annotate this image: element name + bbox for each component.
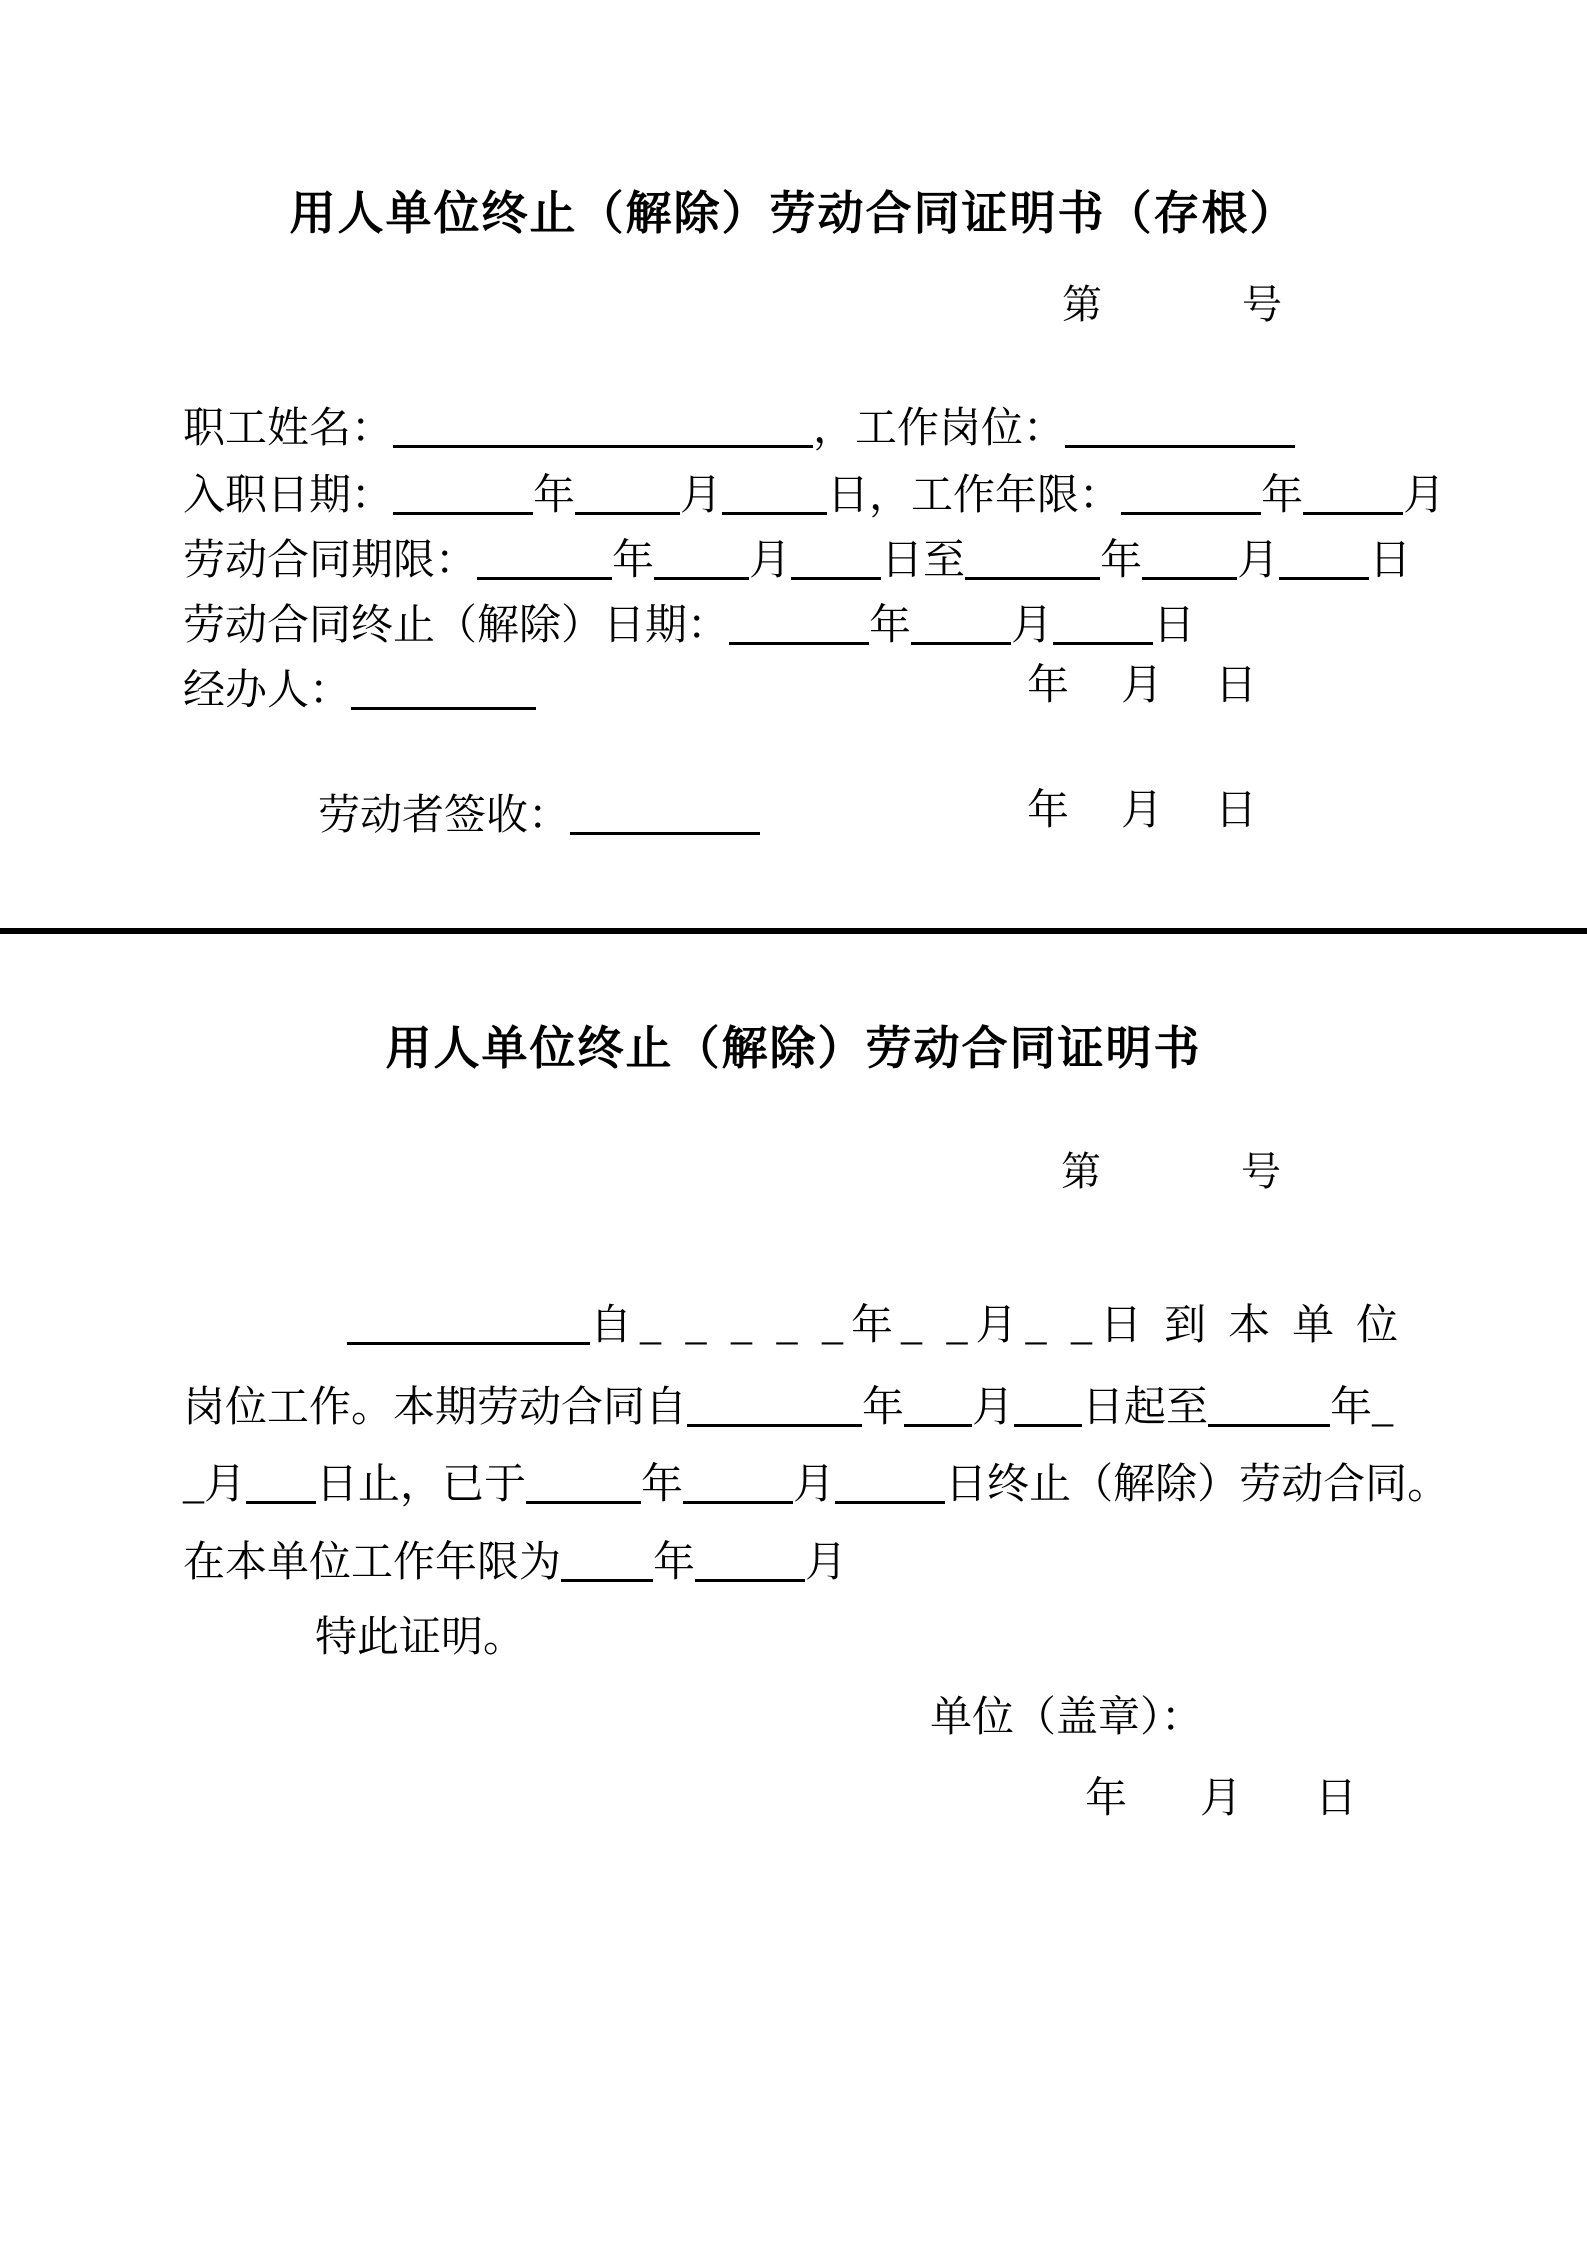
- label-month: 月: [749, 538, 792, 584]
- label-month: 月: [1200, 1776, 1243, 1822]
- cert-seal-line: [930, 1697, 1203, 1739]
- blank-month: [1142, 535, 1237, 580]
- blank-month: [654, 535, 749, 580]
- blank-month: [575, 470, 680, 515]
- blank-handler-signature: [351, 665, 536, 710]
- label-year: 年: [1027, 663, 1070, 709]
- label-day-to: 日至: [881, 538, 966, 584]
- blank-day: [1014, 1382, 1082, 1427]
- label-month: 月: [1121, 788, 1164, 834]
- text-day-end-on: 日止，已于: [316, 1462, 527, 1508]
- blank-day: [1053, 600, 1153, 645]
- text-service-years: 在本单位工作年限为: [183, 1540, 562, 1586]
- label-month: 月: [1121, 663, 1164, 709]
- blank-month: [904, 1382, 972, 1427]
- certificate-serial-line: [1061, 1149, 1281, 1194]
- stub-title: 用人单位终止（解除）劳动合同证明书（存根）: [289, 187, 1298, 239]
- label-day: 日: [1315, 1776, 1358, 1822]
- blank-month: [683, 1459, 793, 1504]
- label-employee-name: 职工姓名：: [183, 406, 394, 452]
- label-year: 年: [869, 603, 912, 649]
- stub-row-worker-receipt: [318, 790, 760, 837]
- blank-month: [1303, 470, 1403, 515]
- label-year: 年: [851, 1303, 894, 1349]
- label-year: 年: [862, 1385, 905, 1431]
- stub-row-name-position: [183, 403, 1295, 450]
- serial-suffix: 号: [1241, 1149, 1281, 1194]
- stub-row-handler: [183, 665, 536, 712]
- label-month: 月: [805, 1540, 848, 1586]
- stub-receipt-date: [1027, 790, 1257, 832]
- blank-month: [695, 1537, 805, 1582]
- label-year: 年: [533, 473, 576, 519]
- stub-row-termination-date: [183, 600, 1195, 647]
- blank-day: [1279, 535, 1369, 580]
- blank-underscores-day: _ _: [1025, 1303, 1093, 1349]
- text-terminated-contract: 日终止（解除）劳动合同。: [945, 1462, 1450, 1508]
- blank-year: [561, 1537, 653, 1582]
- cert-attestation-line: [315, 1617, 525, 1659]
- cert-body-line3: [183, 1459, 1449, 1506]
- blank-year: [477, 535, 612, 580]
- cert-body-line2: [183, 1382, 1393, 1429]
- label-termination-date: 劳动合同终止（解除）日期：: [183, 603, 730, 649]
- blank-year: [526, 1459, 641, 1504]
- blank-employee-name: [393, 403, 813, 448]
- label-year: 年: [1330, 1385, 1373, 1431]
- label-month: 月: [975, 1303, 1018, 1349]
- blank-job-position: [1065, 403, 1295, 448]
- label-year: 年: [612, 538, 655, 584]
- label-job-position: ，工作岗位：: [813, 406, 1066, 452]
- label-worker-receipt: 劳动者签收：: [318, 793, 571, 839]
- blank-underscore: _: [1372, 1385, 1394, 1431]
- blank-year: [965, 535, 1100, 580]
- blank-day: [791, 535, 881, 580]
- label-hire-date: 入职日期：: [183, 473, 394, 519]
- blank-employee-name: [347, 1300, 590, 1345]
- label-unit-seal: 单位（盖章）：: [930, 1695, 1204, 1741]
- blank-year: [393, 470, 533, 515]
- blank-year: [687, 1382, 862, 1427]
- serial-suffix: 号: [1242, 282, 1282, 327]
- cert-date-line: [1085, 1778, 1357, 1820]
- label-year: 年: [1261, 473, 1304, 519]
- label-month: 月: [1403, 473, 1446, 519]
- text-month-continued: _月: [183, 1462, 247, 1508]
- label-year: 年: [1100, 538, 1143, 584]
- label-month: 月: [972, 1385, 1015, 1431]
- label-year: 年: [1027, 788, 1070, 834]
- label-year: 年: [1085, 1776, 1128, 1822]
- label-day: 日: [1215, 788, 1258, 834]
- text-position-work: 岗位工作。本期劳动合同自: [183, 1385, 688, 1431]
- stub-serial-line: [1062, 282, 1282, 327]
- label-day: 日: [1100, 1303, 1165, 1349]
- label-year: 年: [641, 1462, 684, 1508]
- label-month: 月: [1011, 603, 1054, 649]
- serial-prefix: 第: [1061, 1149, 1101, 1194]
- cert-body-line1: [347, 1300, 1420, 1347]
- blank-year: [1208, 1382, 1330, 1427]
- label-work-years: 日，工作年限：: [827, 473, 1122, 519]
- text-from: 自: [590, 1303, 633, 1349]
- text-hereby-certified: 特此证明。: [315, 1615, 526, 1661]
- blank-worker-signature: [570, 790, 760, 835]
- stub-row-hire-date: [183, 470, 1445, 517]
- blank-year: [729, 600, 869, 645]
- label-day: 日: [1153, 603, 1196, 649]
- label-day: 日: [1215, 663, 1258, 709]
- label-month: 月: [793, 1462, 836, 1508]
- label-month: 月: [680, 473, 723, 519]
- text-day-start-to: 日起至: [1082, 1385, 1209, 1431]
- label-day: 日: [1369, 538, 1412, 584]
- cut-divider-line: [0, 928, 1587, 934]
- blank-year: [1121, 470, 1261, 515]
- blank-month: [911, 600, 1011, 645]
- blank-underscores-month: _ _: [901, 1303, 968, 1349]
- serial-prefix: 第: [1062, 282, 1102, 327]
- label-contract-term: 劳动合同期限：: [183, 538, 478, 584]
- label-year: 年: [653, 1540, 696, 1586]
- label-month: 月: [1237, 538, 1280, 584]
- stub-row-contract-term: [183, 535, 1411, 582]
- stub-handler-date: [1027, 665, 1257, 707]
- blank-underscores-year: _ _ _ _ _: [640, 1303, 844, 1349]
- blank-day: [722, 470, 827, 515]
- blank-day: [835, 1459, 945, 1504]
- blank-day: [246, 1459, 316, 1504]
- cert-body-line4: [183, 1537, 847, 1584]
- text-joined-unit: 到本单位: [1164, 1303, 1421, 1349]
- label-handler: 经办人：: [183, 668, 352, 714]
- certificate-title: 用人单位终止（解除）劳动合同证明书: [385, 1022, 1202, 1074]
